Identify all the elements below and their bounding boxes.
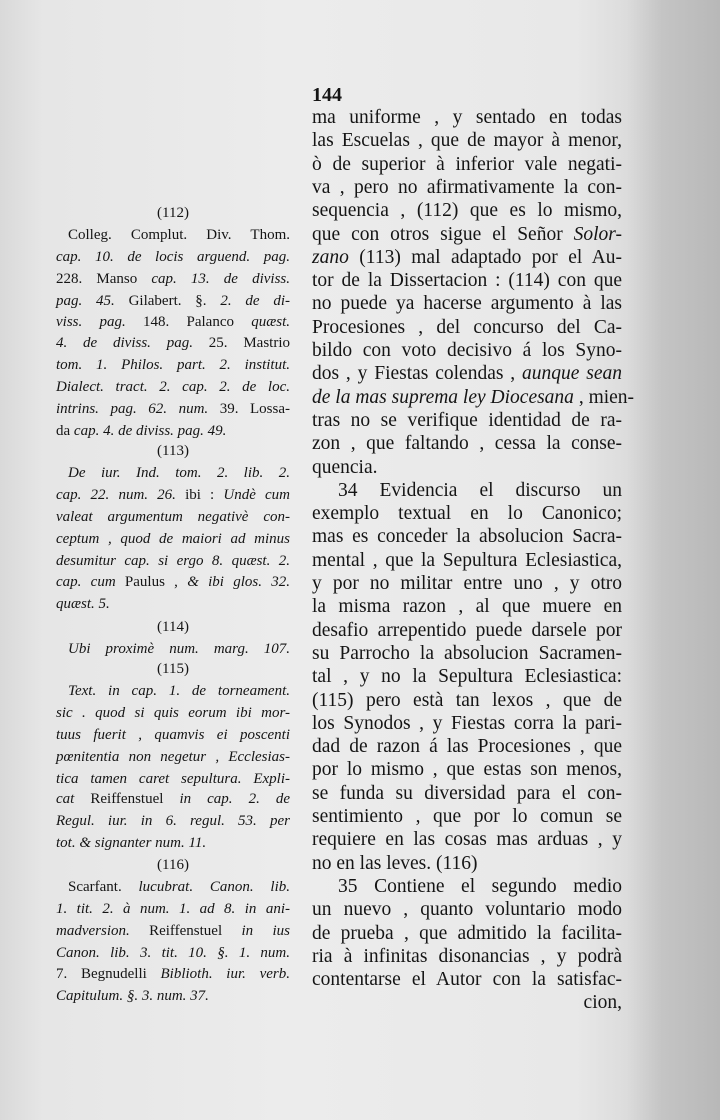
text: Paulus , bbox=[124, 574, 188, 590]
footnote-line bbox=[56, 424, 290, 439]
italic-text: lucubrat. Canon. lib. bbox=[138, 879, 290, 895]
italic-text: zano bbox=[312, 246, 360, 268]
footnote-line bbox=[56, 228, 290, 243]
text: 39. Lossa- bbox=[219, 401, 290, 417]
text: Reiffenstuel bbox=[149, 923, 242, 939]
italic-text: aunque sean bbox=[522, 363, 623, 385]
italic-text: pœnitentia non negetur , Ecclesias- bbox=[56, 749, 290, 765]
text: , mien- bbox=[573, 386, 635, 408]
footnote-line bbox=[56, 510, 290, 525]
italic-text: viss. pag. bbox=[56, 314, 143, 330]
text: 228. Manso bbox=[56, 271, 152, 287]
italic-text: Undè cum bbox=[223, 487, 290, 503]
footnote-line bbox=[56, 402, 290, 417]
italic-text: 2. de di- bbox=[220, 293, 290, 309]
italic-text: Ubi proximè num. marg. 107. bbox=[68, 641, 290, 657]
italic-text: & ibi glos. 32. bbox=[187, 574, 290, 590]
footnote-line: (116) bbox=[157, 857, 189, 873]
body-line: quencia. bbox=[312, 456, 378, 478]
text: ibi : bbox=[185, 487, 224, 503]
body-line: exemplo textual en lo Canonico; bbox=[312, 503, 622, 525]
footnote-line: (112) bbox=[157, 205, 189, 221]
footnote-line bbox=[56, 924, 290, 939]
footnote-line bbox=[56, 554, 290, 569]
italic-text: madversion. bbox=[56, 923, 150, 939]
body-line bbox=[312, 364, 622, 384]
body-line: las Escuelas , que de mayor à menor, bbox=[312, 130, 622, 152]
text: Reiffenstuel bbox=[90, 791, 180, 807]
body-line: 34 Evidencia el discurso un bbox=[338, 479, 622, 501]
footnote-line bbox=[56, 772, 290, 787]
footnote-line bbox=[56, 967, 290, 982]
body-line: Procesiones , del concurso del Ca- bbox=[312, 316, 622, 338]
body-line: mental , que la Sepultura Eclesiastica, bbox=[312, 549, 622, 571]
text: Gilabert. §. bbox=[128, 293, 221, 309]
body-line: sequencia , (112) que es lo mismo, bbox=[312, 200, 622, 222]
body-line: (115) pero està tan lexos , que de bbox=[312, 689, 622, 711]
footnote-line bbox=[56, 488, 290, 503]
footnote-line bbox=[56, 336, 290, 351]
body-line: se funda su diversidad para el con- bbox=[312, 782, 622, 804]
body-line: tras no se verifique identidad de ra- bbox=[312, 409, 622, 431]
footnote-line bbox=[56, 358, 290, 373]
italic-text: sic . quod si quis eorum ibi mor- bbox=[56, 705, 290, 721]
italic-text: Dialect. tract. 2. cap. 2. de loc. bbox=[56, 379, 290, 395]
body-line: de prueba , que admitido la facilita- bbox=[312, 922, 622, 944]
italic-text: cap. 13. de diviss. bbox=[151, 271, 290, 287]
footnote-line bbox=[56, 792, 290, 807]
italic-text: de la mas suprema ley Diocesana bbox=[312, 386, 574, 408]
footnote-line bbox=[56, 902, 290, 917]
body-line: su Parrocho la absolucion Sacramen- bbox=[312, 642, 622, 664]
italic-text: cap. 4. de diviss. pag. 49. bbox=[73, 423, 227, 439]
footnote-line bbox=[56, 575, 290, 590]
italic-text: Solor- bbox=[573, 223, 622, 245]
footnote-line bbox=[56, 380, 290, 395]
italic-text: Text. in cap. 1. de torneament. bbox=[68, 683, 290, 699]
footnote-line bbox=[56, 272, 290, 287]
italic-text: cat bbox=[56, 791, 91, 807]
body-line bbox=[312, 225, 622, 245]
body-line: tor de la Dissertacion : (114) con que bbox=[312, 270, 622, 292]
italic-text: ceptum , quod de maiori ad minus bbox=[56, 531, 290, 547]
footnote-line bbox=[56, 250, 290, 265]
footnote-line bbox=[56, 315, 290, 330]
footnote-line bbox=[56, 466, 290, 481]
text: Scarfant. bbox=[68, 879, 139, 895]
italic-text: intrins. pag. 62. num. bbox=[56, 401, 220, 417]
footnote-line bbox=[56, 532, 290, 547]
body-line: un nuevo , quanto voluntario modo bbox=[312, 899, 622, 921]
body-line: 35 Contiene el segundo medio bbox=[338, 875, 622, 897]
page-number: 144 bbox=[312, 84, 342, 106]
text: 25. Mastrio bbox=[208, 335, 290, 351]
italic-text: desumitur cap. si ergo 8. quæst. 2. bbox=[56, 553, 290, 569]
body-line: zon , que faltando , cessa la conse- bbox=[312, 433, 622, 455]
body-line: los Synodos , y Fiestas corra la pari- bbox=[312, 712, 622, 734]
body-line bbox=[312, 386, 635, 408]
italic-text: quæst. 5. bbox=[56, 596, 110, 612]
body-line: mas es conceder la absolucion Sacra- bbox=[312, 526, 622, 548]
body-line bbox=[312, 248, 622, 268]
body-line: no en las leves. (116) bbox=[312, 852, 478, 874]
body-line: dad de razon á las Procesiones , que bbox=[312, 736, 622, 758]
body-line: desafio arrepentido puede darsele por bbox=[312, 619, 622, 641]
body-line: requiere en las cosas mas arduas , y bbox=[312, 829, 622, 851]
italic-text: Regul. iur. in 6. regul. 53. per bbox=[56, 813, 290, 829]
footnote-line bbox=[56, 836, 290, 851]
footnote-line bbox=[56, 642, 290, 657]
italic-text: 1. tit. 2. à num. 1. ad 8. in ani- bbox=[56, 901, 290, 917]
body-line: sentimiento , que por lo comun se bbox=[312, 806, 622, 827]
body-line: va , pero no afirmativamente la con- bbox=[312, 176, 622, 198]
body-line: ma uniforme , y sentado en todas bbox=[312, 107, 622, 128]
body-line: la misma razon , al que muere en bbox=[312, 596, 622, 618]
footnote-line bbox=[56, 814, 290, 829]
body-line: y por no militar entre uno , y otro bbox=[312, 573, 622, 594]
italic-text: quæst. bbox=[251, 314, 290, 330]
footnote-line bbox=[56, 989, 290, 1004]
footnote-line bbox=[56, 684, 290, 699]
text: 7. Begnudelli bbox=[56, 966, 161, 982]
italic-text: tuus fuerit , quamvis ei poscenti bbox=[56, 727, 290, 743]
italic-text: cap. 10. de locis arguend. pag. bbox=[56, 249, 290, 265]
italic-text: pag. 45. bbox=[56, 293, 129, 309]
italic-text: cap. cum bbox=[56, 574, 125, 590]
footnote-line bbox=[56, 880, 290, 895]
body-line: bildo con voto decisivo á los Syno- bbox=[312, 340, 622, 361]
italic-text: 4. de diviss. pag. bbox=[56, 335, 209, 351]
body-line: no puede ya hacerse argumento à las bbox=[312, 293, 622, 315]
italic-text: tot. & signanter num. 11. bbox=[56, 835, 207, 851]
italic-text: tom. 1. Philos. part. 2. institut. bbox=[56, 357, 290, 373]
body-line: ria à infinitas disonancias , y podrà bbox=[312, 945, 622, 967]
italic-text: in ius bbox=[241, 923, 290, 939]
footnote-line bbox=[56, 750, 290, 765]
body-line: contentarse el Autor con la satisfac- bbox=[312, 969, 622, 991]
footnote-line bbox=[56, 728, 290, 743]
body-line: cion, bbox=[583, 992, 622, 1014]
italic-text: Capitulum. §. 3. num. 37. bbox=[56, 988, 209, 1004]
text: (113) mal adaptado por el Au- bbox=[359, 246, 622, 268]
footnote-line bbox=[56, 706, 290, 721]
footnote-line: (114) bbox=[157, 619, 189, 635]
italic-text: tica tamen caret sepultura. Expli- bbox=[56, 771, 290, 787]
italic-text: De iur. Ind. tom. 2. lib. 2. bbox=[68, 465, 290, 481]
body-line: ò de superior à inferior vale negati- bbox=[312, 153, 622, 175]
footnote-line bbox=[56, 597, 290, 612]
italic-text: Canon. lib. 3. tit. 10. §. 1. num. bbox=[56, 945, 290, 961]
text: dos , y Fiestas colendas , bbox=[312, 363, 523, 385]
footnote-line: (115) bbox=[157, 661, 189, 677]
text: 148. Palanco bbox=[143, 314, 252, 330]
footnote-line bbox=[56, 294, 290, 309]
italic-text: valeat argumentum negativè con- bbox=[56, 509, 290, 525]
text: Colleg. Complut. Div. Thom. bbox=[68, 227, 290, 243]
body-line: por lo mismo , que estas son menos, bbox=[312, 759, 622, 781]
italic-text: in cap. 2. de bbox=[179, 791, 291, 807]
footnote-line bbox=[56, 946, 290, 961]
italic-text: Biblioth. iur. verb. bbox=[160, 966, 290, 982]
text: que con otros sigue el Señor bbox=[312, 223, 574, 245]
body-line: tal , y no la Sepultura Eclesiastica: bbox=[312, 666, 622, 688]
footnote-line: (113) bbox=[157, 443, 189, 459]
text: da bbox=[56, 423, 74, 439]
italic-text: cap. 22. num. 26. bbox=[56, 487, 186, 503]
